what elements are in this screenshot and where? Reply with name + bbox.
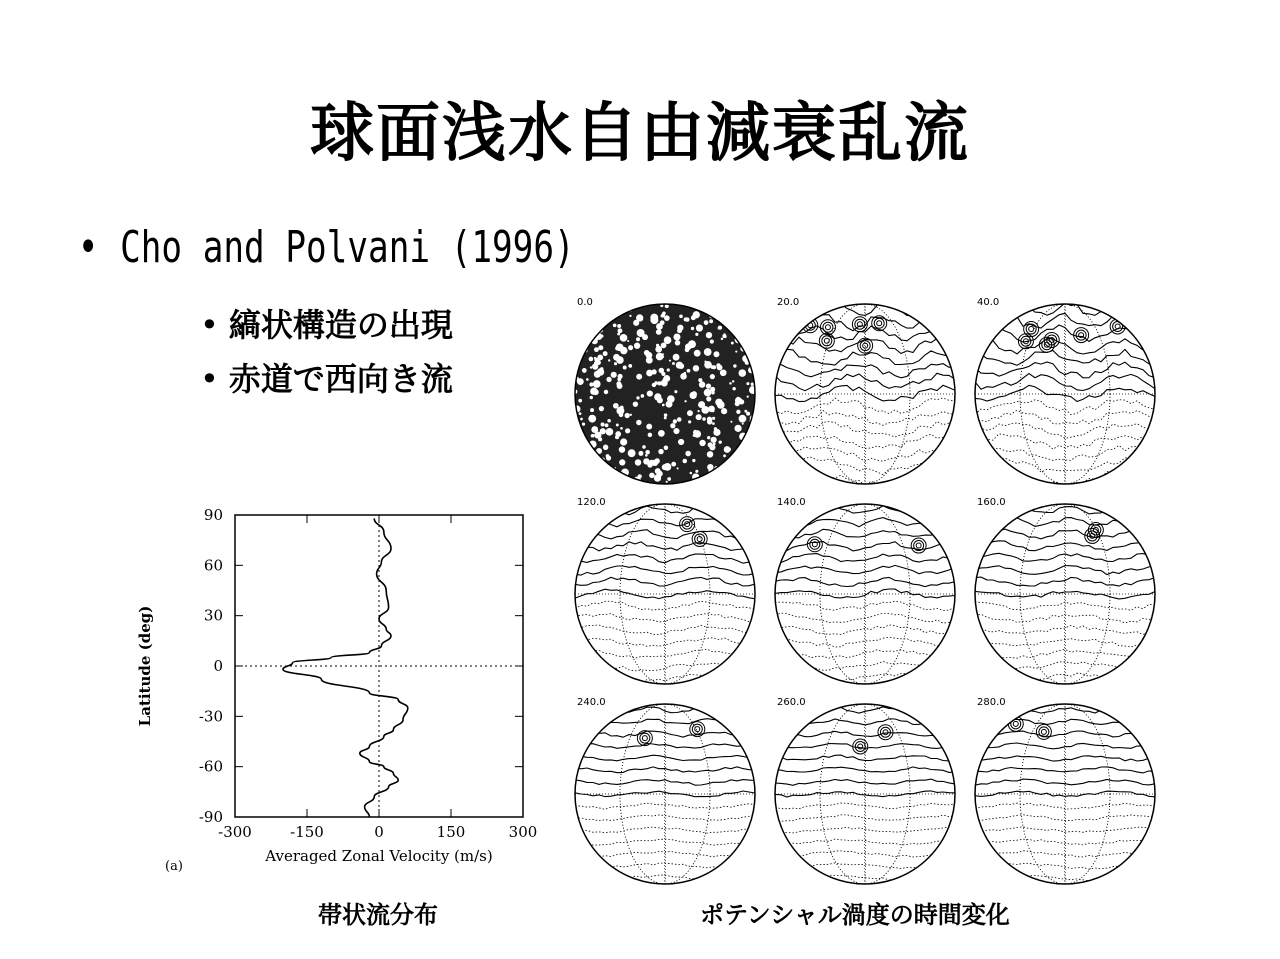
globe-frame [765,290,965,490]
pv-globe-icon [565,690,765,890]
pv-globe-icon [565,490,765,690]
sub-bullet-1 [200,300,453,346]
pv-globe-icon [965,690,1165,890]
x-tick-label: -150 [290,823,324,841]
globe-time-label: 120.0 [577,497,606,508]
citation: Cho and Polvani (1996) [120,222,575,273]
panel-label: (a) [165,859,183,874]
zonal-velocity-chart [125,495,555,885]
globe-frame [765,690,965,890]
x-tick-label: 300 [508,823,538,841]
globe-frame [965,690,1165,890]
y-tick-label: -60 [198,757,223,776]
bullet-dot-icon: • [200,306,219,344]
pv-globe-icon [765,690,965,890]
x-tick-label: 150 [436,823,466,841]
globe-time-label: 20.0 [777,297,800,308]
slide-title: 球面浅水自由減衰乱流 [310,97,970,171]
main-bullet [78,222,575,273]
y-tick-label: 90 [203,506,223,524]
y-tick-label: 60 [203,556,223,575]
pv-globe-icon [965,490,1165,690]
globe-time-label: 260.0 [777,697,806,708]
globe-time-label: 280.0 [977,697,1006,708]
globe-time-label: 140.0 [777,497,806,508]
globe-time-label: 0.0 [577,297,593,308]
y-axis-label: Latitude (deg) [136,605,154,727]
globe-frame [565,290,765,490]
y-tick-label: 30 [203,606,223,625]
globe-frame [965,290,1165,490]
bullet-dot-icon: • [78,222,99,273]
caption-pv-evolution: ポテンシャル渦度の時間変化 [700,901,1010,929]
pv-globe-icon [565,290,765,490]
y-tick-label: -30 [198,707,223,726]
y-tick-label: 0 [213,657,223,675]
bullet-dot-icon: • [200,360,219,398]
pv-globe-icon [965,290,1165,490]
sub-bullet-2 [200,354,453,400]
caption-zonal-flow: 帯状流分布 [318,901,438,929]
globe-time-label: 240.0 [577,697,606,708]
pv-globe-grid [565,290,1165,890]
globe-frame [565,690,765,890]
y-tick-label: -90 [198,808,223,826]
sub-bullet-text: 縞状構造の出現 [228,306,453,344]
globe-time-label: 40.0 [977,297,1000,308]
x-tick-label: 0 [374,823,384,841]
x-axis-label: Averaged Zonal Velocity (m/s) [265,847,493,865]
zonal-velocity-series [283,518,408,817]
globe-time-label: 160.0 [977,497,1006,508]
pv-globe-icon [765,290,965,490]
pv-globe-icon [765,490,965,690]
globe-frame [565,490,765,690]
sub-bullet-text: 赤道で西向き流 [228,360,453,398]
x-tick-label: -300 [218,823,252,841]
globe-frame [965,490,1165,690]
globe-frame [765,490,965,690]
